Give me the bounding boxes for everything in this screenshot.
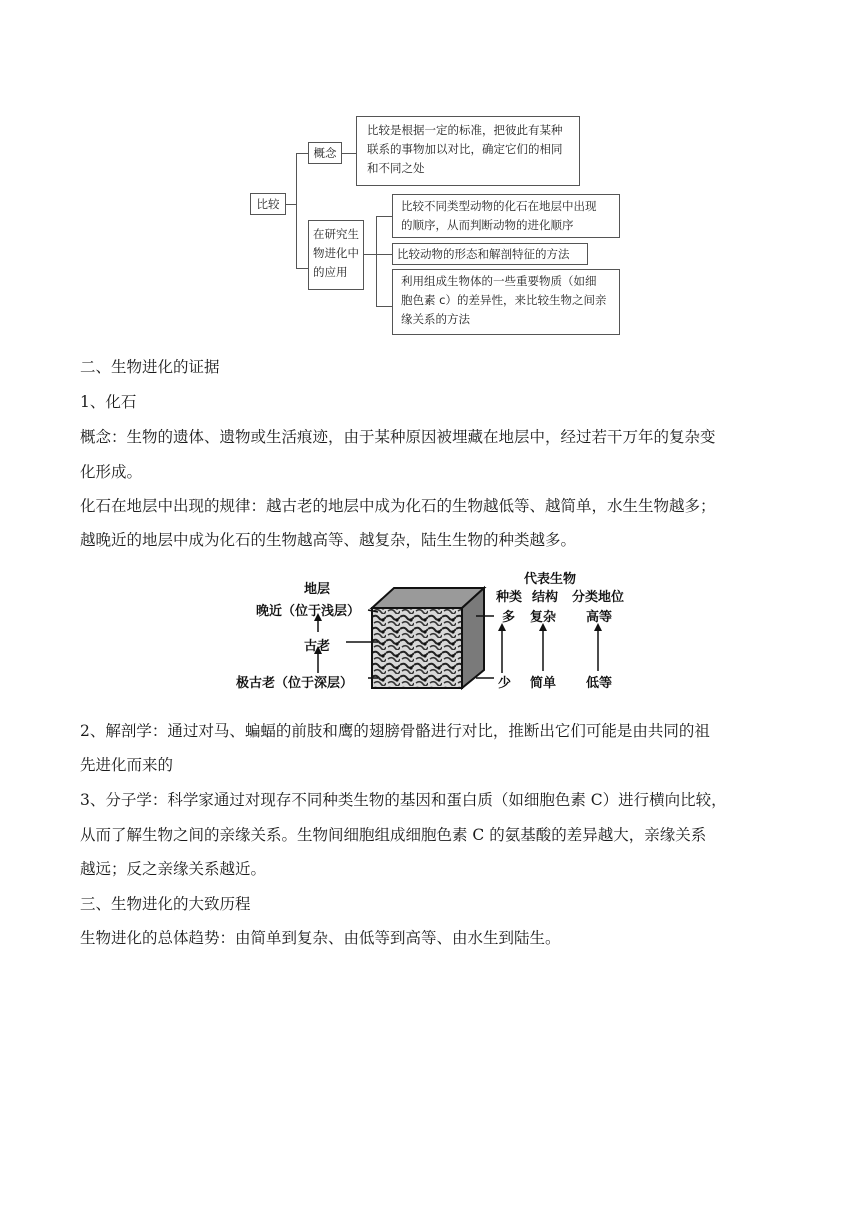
comparison-concept-diagram [250, 112, 630, 340]
paragraph-line: 化石在地层中出现的规律：越古老的地层中成为化石的生物越低等、越简单，水生生物越多； [80, 497, 716, 515]
old-stratum-label: 古老 [304, 639, 331, 654]
application-item-box [392, 269, 620, 335]
connector [296, 153, 297, 268]
very-old-stratum-label: 极古老（位于深层） [236, 676, 354, 691]
paragraph-line: 概念：生物的遗体、遗物或生活痕迹，由于某种原因被埋藏在地层中，经过若干万年的复杂变 [80, 428, 716, 446]
species-bottom-value: 少 [498, 676, 512, 691]
concept-text-line: 比较是根据一定的标准，把彼此有某种 [367, 123, 563, 137]
connector [376, 254, 392, 255]
paragraph-line: 先进化而来的 [80, 756, 174, 774]
application-item-box [392, 194, 620, 238]
application-item-box [392, 243, 588, 265]
application-item-line: 利用组成生物体的一些重要物质（如细 [401, 274, 597, 288]
connector [376, 306, 392, 307]
connector [296, 268, 308, 269]
strata-figure [232, 566, 632, 696]
application-label-line: 的应用 [313, 265, 348, 279]
connector [364, 254, 376, 255]
section-heading: 三、生物进化的大致历程 [80, 895, 251, 913]
concept-label: 概念 [313, 146, 337, 160]
paragraph-line: 2、解剖学：通过对马、蝙蝠的前肢和鹰的翅膀骨骼进行对比，推断出它们可能是由共同的祖 [80, 722, 710, 740]
rank-bottom-value: 低等 [586, 676, 613, 691]
rank-top-value: 高等 [586, 610, 613, 625]
paragraph-line: 化形成。 [80, 463, 143, 481]
connector [296, 153, 308, 154]
species-top-value: 多 [502, 610, 516, 625]
root-box [250, 193, 286, 215]
paragraph-line: 从而了解生物之间的亲缘关系。生物间细胞组成细胞色素 C 的氨基酸的差异越大，亲缘关系 [80, 826, 707, 844]
structure-bottom-value: 简单 [530, 676, 557, 691]
stratum-label: 地层 [304, 582, 331, 597]
concept-text-line: 联系的事物加以对比，确定它们的相同 [367, 142, 563, 156]
application-item-line: 比较动物的形态和解剖特征的方法 [397, 247, 570, 261]
strata-block-front [372, 608, 462, 688]
structure-top-value: 复杂 [530, 610, 557, 625]
concept-text-line: 和不同之处 [367, 161, 425, 175]
paragraph-line: 生物进化的总体趋势：由简单到复杂、由低等到高等、由水生到陆生。 [80, 929, 561, 947]
application-item-line: 的顺序，从而判断动物的进化顺序 [401, 218, 574, 232]
representative-organism-title: 代表生物 [524, 572, 577, 587]
structure-column-header: 结构 [532, 590, 559, 605]
species-column-header: 种类 [496, 590, 523, 605]
paragraph-line: 3、分子学：科学家通过对现存不同种类生物的基因和蛋白质（如细胞色素 C）进行横向比较， [80, 791, 727, 809]
connector [376, 216, 377, 306]
application-label-line: 物进化中 [313, 246, 359, 260]
application-label-box [308, 220, 364, 290]
application-item-line: 比较不同类型动物的化石在地层中出现 [401, 199, 597, 213]
root-label: 比较 [256, 197, 280, 211]
rank-column-header: 分类地位 [572, 590, 625, 605]
recent-stratum-label: 晚近（位于浅层） [256, 604, 361, 619]
paragraph-line: 越晚近的地层中成为化石的生物越高等、越复杂，陆生生物的种类越多。 [80, 531, 577, 549]
section-heading: 二、生物进化的证据 [80, 358, 220, 376]
application-label-line: 在研究生 [313, 227, 359, 241]
paragraph-line: 越远；反之亲缘关系越近。 [80, 860, 267, 878]
concept-label-box [308, 142, 342, 164]
application-item-line: 胞色素 c）的差异性，来比较生物之间亲 [401, 293, 607, 307]
connector [376, 216, 392, 217]
connector [286, 204, 296, 205]
subsection-heading: 1、化石 [80, 393, 137, 411]
application-item-line: 缘关系的方法 [401, 312, 470, 326]
connector [342, 153, 356, 154]
concept-text-box [356, 116, 580, 186]
